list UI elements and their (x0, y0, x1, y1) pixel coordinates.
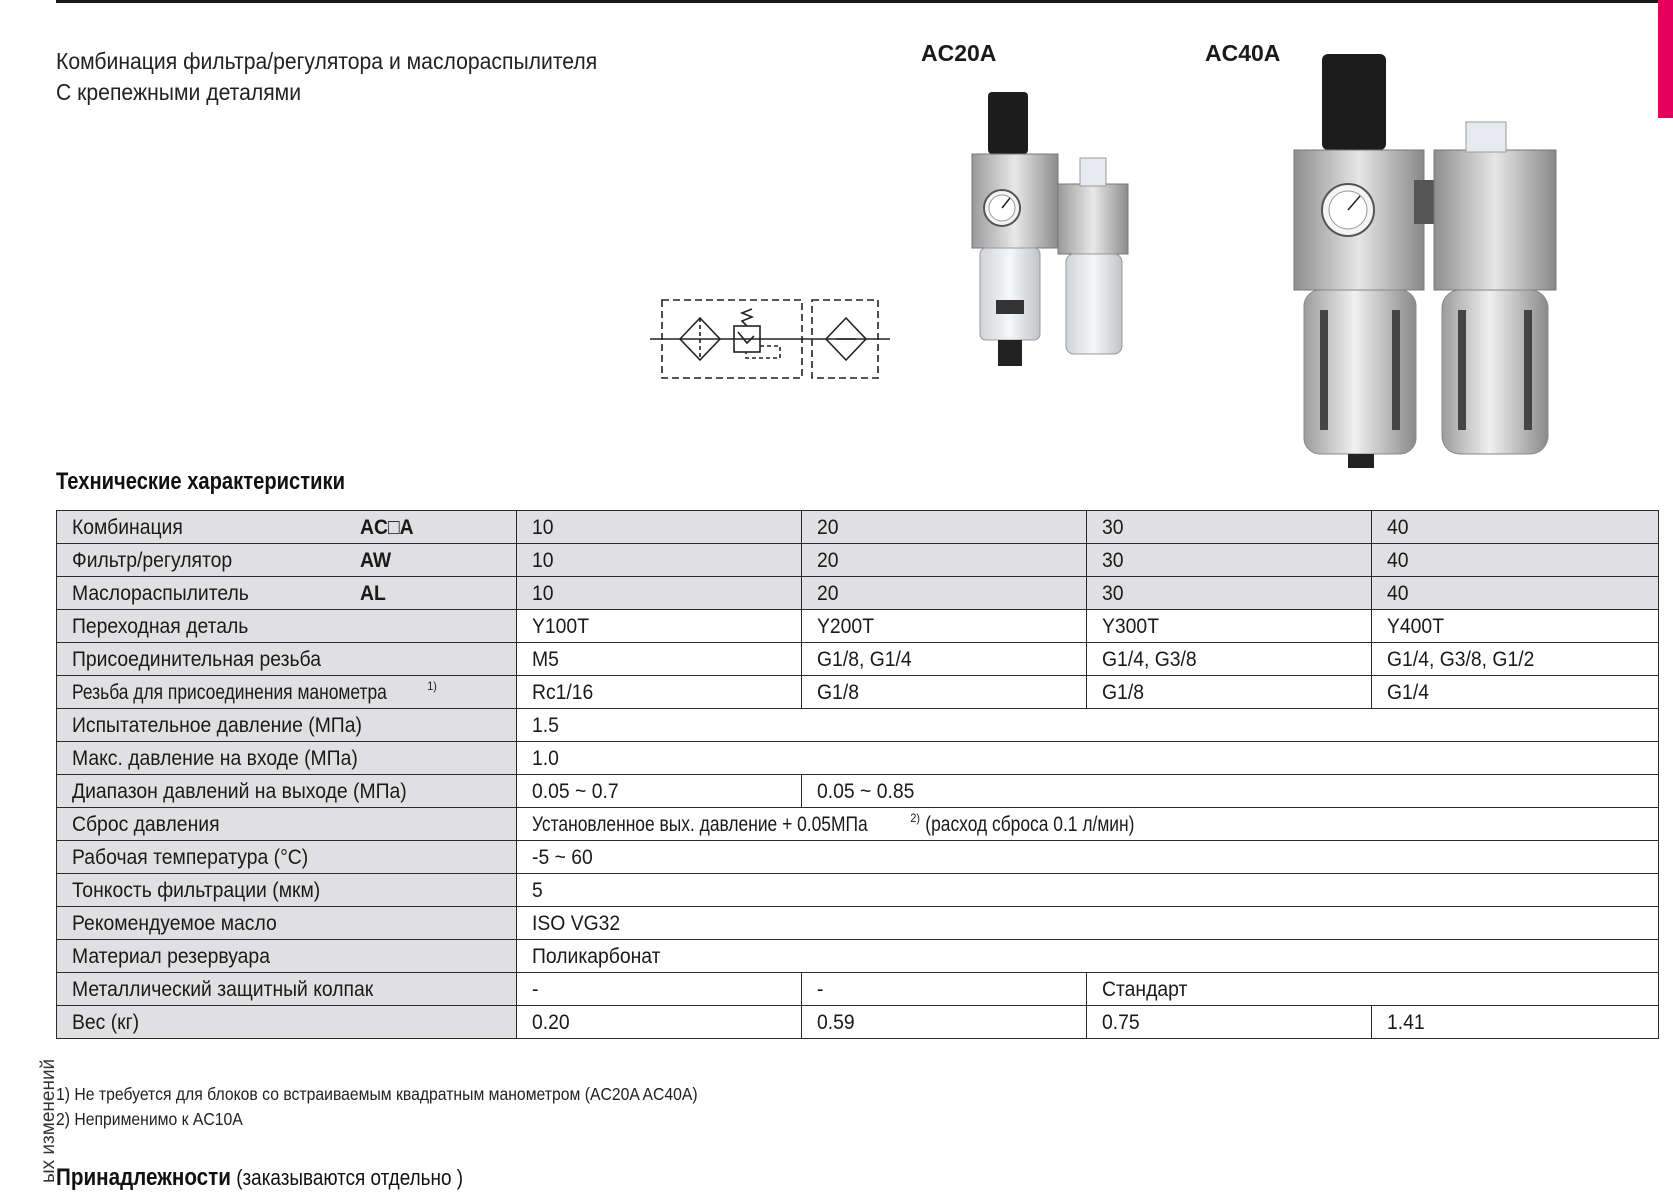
param-cell: Макс. давление на входе (МПа) (57, 742, 517, 775)
value-cell: Установленное вых. давление + 0.05МПа $^{2)}$ (расход сброса 0.1 л/мин) (517, 808, 1659, 841)
value-cell: - (802, 973, 1087, 1006)
value-cell: 20 (802, 577, 1087, 610)
table-row-weight (57, 1006, 1659, 1039)
value-cell: Y400T (1372, 610, 1659, 643)
value-cell: G1/8 (802, 676, 1087, 709)
value-cell: 5 (517, 874, 1659, 907)
table-row-relief (57, 808, 1659, 841)
param-cell: Диапазон давлений на выходе (МПа) (57, 775, 517, 808)
param-cell: Вес (кг) (57, 1006, 517, 1039)
ac40a-product-image (1290, 50, 1560, 470)
value-cell: G1/4 (1372, 676, 1659, 709)
value-cell: 10 (517, 511, 802, 544)
table-row-temperature (57, 841, 1659, 874)
value-cell: G1/8, G1/4 (802, 643, 1087, 676)
value-cell: 40 (1372, 577, 1659, 610)
value-cell: 30 (1087, 577, 1372, 610)
value-cell: Y200T (802, 610, 1087, 643)
table-row-lubricator (57, 577, 1659, 610)
footnotes (56, 1082, 698, 1132)
value-cell: 1.0 (517, 742, 1659, 775)
footnote-ref-1: 1) (427, 679, 437, 693)
value-cell: 0.75 (1087, 1006, 1372, 1039)
intro-text (56, 46, 597, 108)
value-cell: 0.20 (517, 1006, 802, 1039)
model-label-ac40a: AC40A (1205, 40, 1281, 66)
footnote-1: 1) Не требуется для блоков со встраиваемым квадратным манометром (AC20A AC40A) (56, 1084, 698, 1104)
value-cell: 20 (802, 544, 1087, 577)
value-cell: Стандарт (1087, 973, 1659, 1006)
value-cell: M5 (517, 643, 802, 676)
param-cell: Маслораспылитель AL (57, 577, 517, 610)
table-row-adapter (57, 610, 1659, 643)
accessories-heading (56, 1164, 463, 1192)
value-cell: 0.05 ~ 0.85 (802, 775, 1659, 808)
param-cell: Тонкость фильтрации (мкм) (57, 874, 517, 907)
pneumatic-symbol-diagram (650, 296, 890, 386)
param-cell: Рекомендуемое масло (57, 907, 517, 940)
param-cell: Комбинация AC□A (57, 511, 517, 544)
value-cell: 20 (802, 511, 1087, 544)
table-row-proof-pressure (57, 709, 1659, 742)
top-rule (56, 0, 1658, 3)
value-cell: Rc1/16 (517, 676, 802, 709)
value-cell: Поликарбонат (517, 940, 1659, 973)
table-row-oil (57, 907, 1659, 940)
value-cell: 1.41 (1372, 1006, 1659, 1039)
table-row-max-pressure (57, 742, 1659, 775)
intro-line-2: С крепежными деталями (56, 79, 302, 105)
value-cell: G1/8 (1087, 676, 1372, 709)
value-cell: G1/4, G3/8, G1/2 (1372, 643, 1659, 676)
accessories-title: Принадлежности (56, 1164, 231, 1191)
param-cell: Сброс давления (57, 808, 517, 841)
value-cell: 40 (1372, 544, 1659, 577)
param-cell: Рабочая температура (°C) (57, 841, 517, 874)
param-cell: Фильтр/регулятор AW (57, 544, 517, 577)
accessories-subtitle: (заказываются отдельно ) (236, 1165, 464, 1190)
table-row-metal-guard (57, 973, 1659, 1006)
table-row-filtration (57, 874, 1659, 907)
param-cell: Металлический защитный колпак (57, 973, 517, 1006)
value-cell: 0.05 ~ 0.7 (517, 775, 802, 808)
value-cell: 10 (517, 577, 802, 610)
value-cell: -5 ~ 60 (517, 841, 1659, 874)
table-row-outlet-range (57, 775, 1659, 808)
value-cell: 10 (517, 544, 802, 577)
value-cell: 1.5 (517, 709, 1659, 742)
value-cell: 0.59 (802, 1006, 1087, 1039)
param-cell: Присоединительная резьба (57, 643, 517, 676)
section-title-specs: Технические характеристики (56, 468, 345, 495)
value-cell: 30 (1087, 544, 1372, 577)
side-margin-text: ых изменений (38, 1058, 59, 1183)
value-cell: Y300T (1087, 610, 1372, 643)
ac20a-product-image (970, 88, 1130, 388)
value-cell: Y100T (517, 610, 802, 643)
table-row-combination (57, 511, 1659, 544)
intro-line-1: Комбинация фильтра/регулятора и маслораспылителя (56, 48, 598, 74)
param-cell: Резьба для присоединения манометра $^{1)}$ (57, 676, 517, 709)
spec-table (56, 510, 1659, 1039)
table-row-bowl-material (57, 940, 1659, 973)
section-accent-tab (1658, 0, 1673, 118)
footnote-2: 2) Неприменимо к AC10A (56, 1109, 243, 1129)
value-cell: 30 (1087, 511, 1372, 544)
value-cell: G1/4, G3/8 (1087, 643, 1372, 676)
table-row-filter-regulator (57, 544, 1659, 577)
param-cell: Испытательное давление (МПа) (57, 709, 517, 742)
value-cell: ISO VG32 (517, 907, 1659, 940)
table-row-gauge-port (57, 676, 1659, 709)
param-cell: Переходная деталь (57, 610, 517, 643)
value-cell: - (517, 973, 802, 1006)
table-row-port-size (57, 643, 1659, 676)
model-label-ac20a: AC20A (921, 40, 997, 66)
param-cell: Материал резервуара (57, 940, 517, 973)
footnote-ref-2: 2) (910, 811, 920, 825)
value-cell: 40 (1372, 511, 1659, 544)
